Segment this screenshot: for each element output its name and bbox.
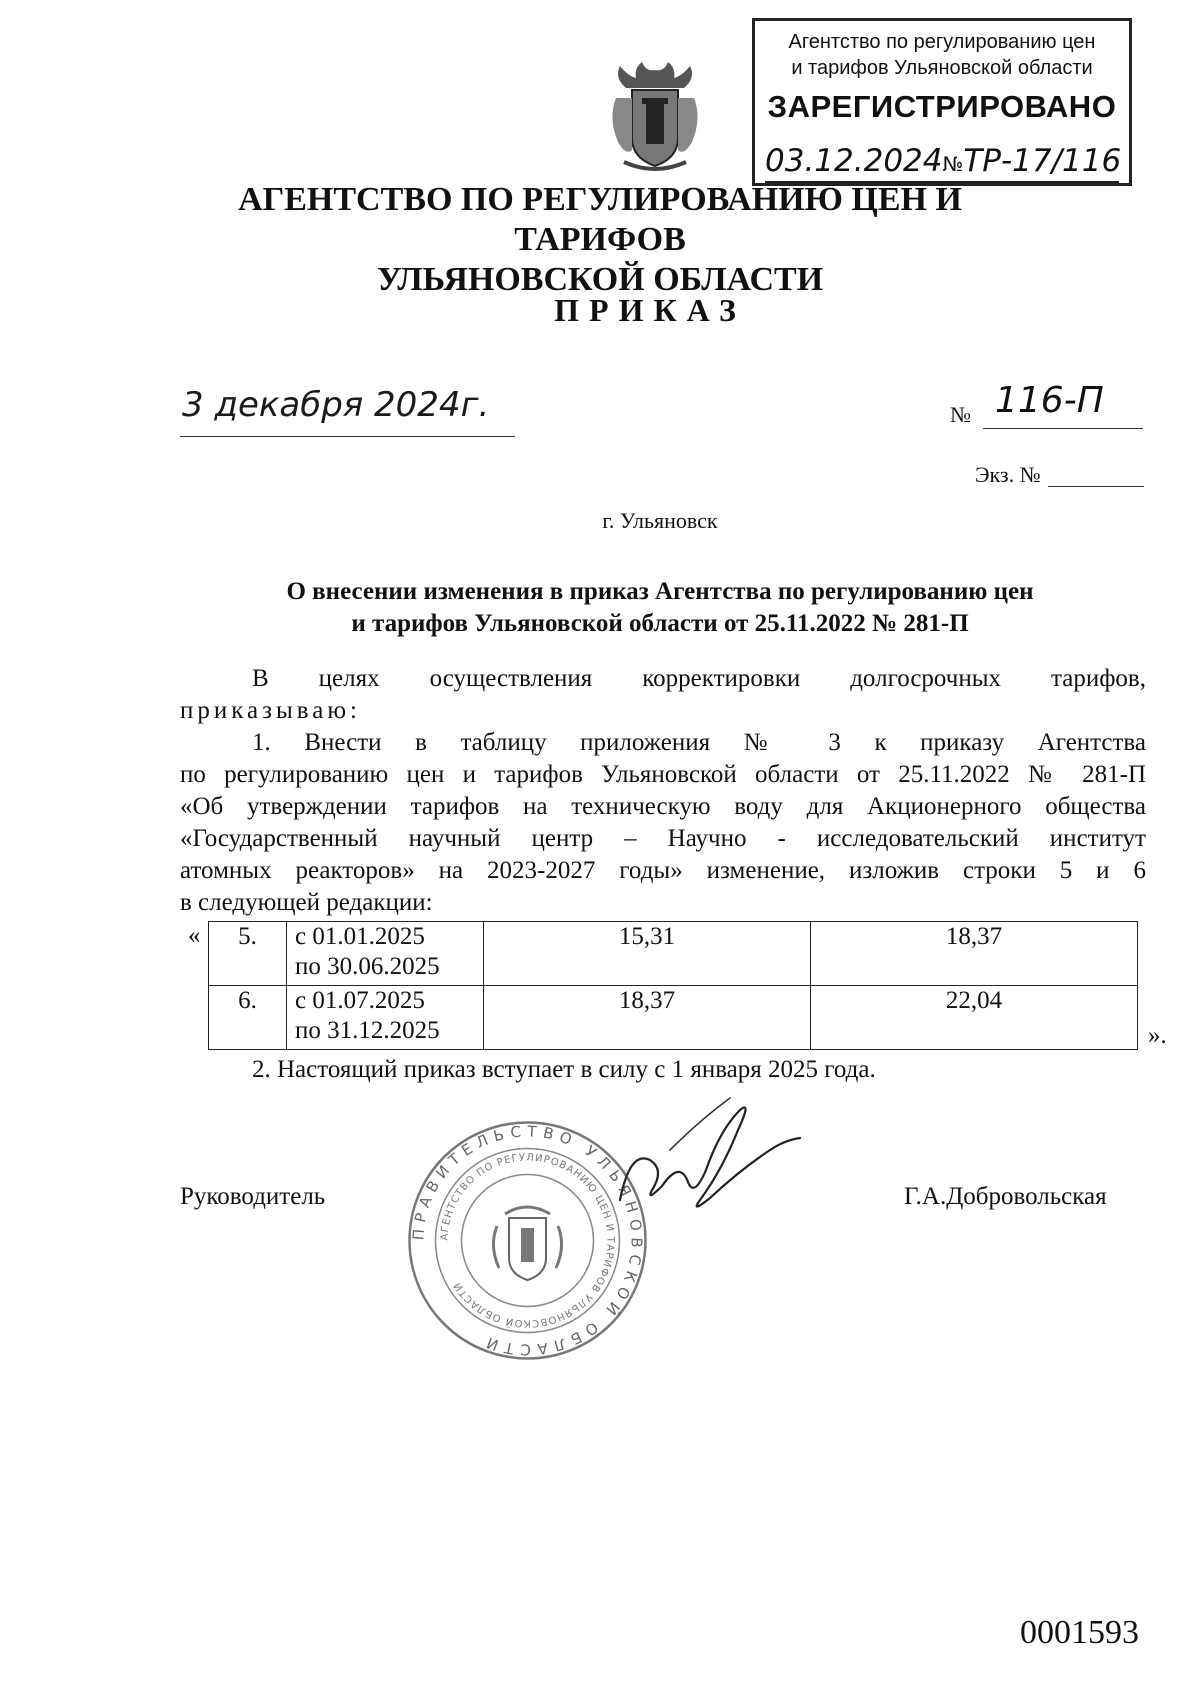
period-from: с 01.07.2025 <box>295 987 425 1014</box>
agency-name-line1: АГЕНТСТВО ПО РЕГУЛИРОВАНИЮ ЦЕН И ТАРИФОВ <box>238 181 962 258</box>
item-2: 2. Настоящий приказ вступает в силу с 1 января 2025 года. <box>252 1056 876 1083</box>
copy-number-label: Экз. № <box>975 462 1041 487</box>
registration-stamp-line2: и тарифов Ульяновской области <box>791 57 1093 79</box>
registration-stamp-line1: Агентство по регулированию цен <box>788 31 1096 53</box>
registration-stamp <box>752 18 1132 186</box>
handwritten-signature <box>610 1090 810 1220</box>
preamble-line1: В целях осуществления корректировки долгосрочных тарифов, <box>252 665 1146 692</box>
order-subject <box>180 576 1140 640</box>
table-row <box>209 986 1138 1050</box>
order-date-underline <box>180 436 515 437</box>
item-1-line: по регулированию цен и тарифов Ульяновской области от 25.11.2022 № 281-П <box>180 761 1146 788</box>
item-1-line: «Государственный научный центр – Научно - исследовательский институт <box>180 825 1146 852</box>
period-from: с 01.01.2025 <box>295 923 425 950</box>
agency-name-line2: УЛЬЯНОВСКОЙ ОБЛАСТИ <box>376 261 824 298</box>
item-1 <box>180 727 1146 919</box>
period-to: по 30.06.2025 <box>295 953 440 980</box>
order-number-label: № <box>950 402 971 427</box>
tariff-value-2: 18,37 <box>811 922 1138 986</box>
document-serial-number: 0001593 <box>1020 1614 1139 1651</box>
row-number: 6. <box>209 986 287 1050</box>
table-quote-open: « <box>188 922 201 949</box>
document-type: ПРИКАЗ <box>554 292 746 328</box>
signatory-position: Руководитель <box>180 1183 326 1210</box>
registration-date: 03.12.2024 <box>765 143 943 179</box>
table-quote-close: ». <box>1148 1022 1167 1049</box>
item-1-line: 1. Внести в таблицу приложения № 3 к приказу Агентства <box>252 729 1146 756</box>
city: г. Ульяновск <box>602 508 718 533</box>
order-number: 116-П <box>995 380 1104 421</box>
order-subject-line1: О внесении изменения в приказ Агентства по регулированию цен <box>286 578 1034 605</box>
registration-number-label: № <box>942 152 964 176</box>
registration-number: ТР-17/116 <box>963 143 1122 179</box>
item-1-line: «Об утверждении тарифов на техническую воду для Акционерного общества <box>180 793 1146 820</box>
order-number-underline <box>983 428 1143 429</box>
preamble-line2: приказываю: <box>180 697 361 724</box>
seal-inner-text: АГЕНТСТВО ПО РЕГУЛИРОВАНИЮ ЦЕН И ТАРИФОВ УЛЬЯНОВСКОЙ ОБЛАСТИ <box>439 1152 616 1329</box>
registration-stamp-title: ЗАРЕГИСТРИРОВАНО <box>767 89 1117 124</box>
row-number: 5. <box>209 922 287 986</box>
tariff-table <box>208 921 1138 1050</box>
registration-stamp-entry <box>765 143 1125 183</box>
coat-of-arms-icon <box>606 58 704 176</box>
copy-number-line <box>1048 486 1144 487</box>
signatory-name: Г.А.Добровольская <box>904 1183 1107 1210</box>
row-period <box>287 922 484 986</box>
item-1-line: атомных реакторов» на 2023-2027 годы» изменение, изложив строки 5 и 6 <box>180 857 1146 884</box>
seal-outer-text: ПРАВИТЕЛЬСТВО УЛЬЯНОВСКОЙ ОБЛАСТИ <box>409 1122 646 1359</box>
table-row <box>209 922 1138 986</box>
order-date: 3 декабря 2024г. <box>182 385 490 425</box>
item-1-line: в следующей редакции: <box>180 889 433 916</box>
row-period <box>287 986 484 1050</box>
period-to: по 31.12.2025 <box>295 1017 440 1044</box>
tariff-value-1: 15,31 <box>484 922 811 986</box>
tariff-value-2: 22,04 <box>811 986 1138 1050</box>
tariff-value-1: 18,37 <box>484 986 811 1050</box>
order-subject-line2: и тарифов Ульяновской области от 25.11.2022 № 281-П <box>351 610 969 637</box>
agency-name <box>150 180 1050 300</box>
seal-emblem-icon <box>493 1207 561 1280</box>
